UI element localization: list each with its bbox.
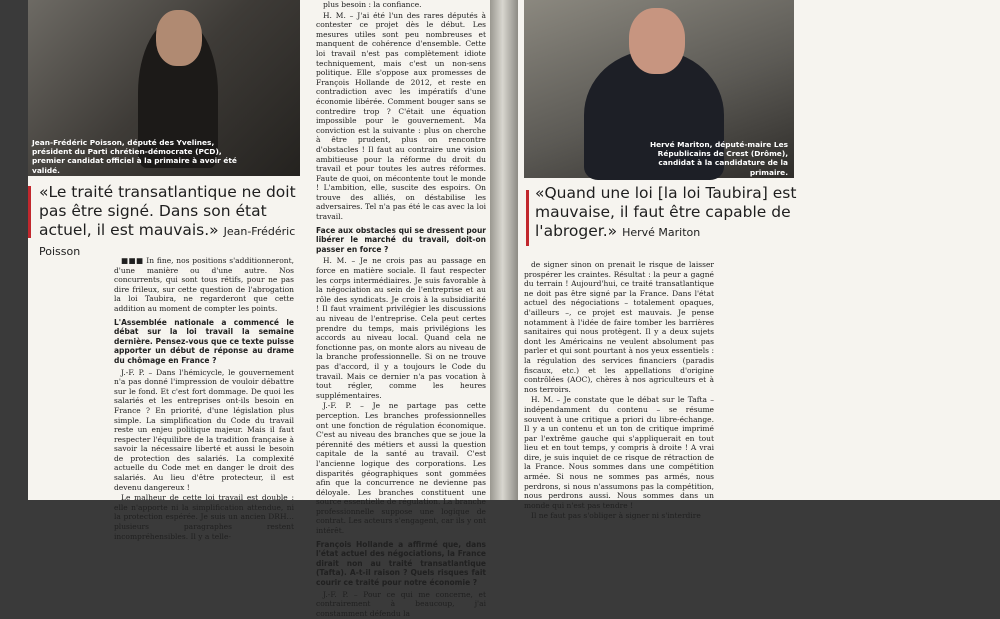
pull-quote-text: «Le traité transatlantique ne doit pas être signé. Dans son état actuel, il est mauvais.» xyxy=(39,183,296,239)
paragraph: H. M. – Je ne crois pas au passage en force en matière sociale. Il faut respecter les corps intermédiaires. Je suis favorable à la négociation au sein de l'entreprise et au rôle des syndicats. Je crois à la subsidiarité ! Il faut vraiment privilégier les discussions au niveau de l'entreprise. Cela peut certes prendre du temps, mais privilégions les accords au niveau local. Quand cela ne fonctionne pas, on monte alors au niveau de la branche professionnelle. Si on ne trouve pas d'accord, il y a toujours le Code du travail. Mais ce dernier n'a pas vocation à tout régler, comme les heures supplémentaires. xyxy=(316,256,486,400)
photo-herve-mariton xyxy=(524,0,794,178)
paragraph: de signer sinon on prenait le risque de laisser prospérer les craintes. Résultat : la peur a gagné du terrain ! Aujourd'hui, ce traité transatlantique ne doit pas être signé par la France. Dans l'état actuel des négociations – totalement opaques, d'ailleurs –, ce projet est mauvais. Je pense notamment à l'idée de faire tomber les barrières sanitaires qui nous protègent. Il y a deux sujets dont les Américains ne veulent absolument pas parler et qui sont pourtant à nos yeux essentiels : la régulation des services financiers (paradis fiscaux, etc.) et les appellations d'origine contrôlées (AOC), chères à nos agriculteurs et à nos terroirs. xyxy=(524,260,714,394)
paragraph: J.-F. P. – Dans l'hémicycle, le gouvernement n'a pas donné l'impression de vouloir débattre sur le fond. Et c'est fort dommage. De quoi les salariés et les entreprises ont-ils besoin en France ? En priorité, d'une législation plus simple. La simplification du Code du travail reste un enjeu politique majeur. Mais il faut respecter l'équilibre de la tradition française à savoir la nécessaire liberté et aussi le besoin de protection des salariés. La complexité actuelle du Code met en danger le droit des salariés. Au lieu d'être protecteur, il est devenu dangereux ! xyxy=(114,367,294,492)
interview-question: Face aux obstacles qui se dressent pour libérer le marché du travail, doit-on passer en force ? xyxy=(316,225,486,254)
article-column-c xyxy=(524,260,714,522)
photo-caption: Hervé Mariton, député-maire Les Républicains de Crest (Drôme), candidat à la candidature de la primaire. xyxy=(649,140,788,177)
article-column-a xyxy=(316,0,486,619)
pull-quote xyxy=(535,184,805,242)
pull-quote-author: Jean-Frédéric Poisson xyxy=(39,225,296,258)
paragraph: J.-F. P. – Je ne partage pas cette perception. Les branches professionnelles ont une fonction de régulation économique. C'est au niveau des branches que se joue la pérennité des métiers et aussi la question capitale de la santé au travail. C'est l'ancienne logique des corporations. Les disparités géographiques sont gommées afin que la concurrence ne devienne pas déloyale. Les branches constituent une source essentielle de régulation. La branche professionnelle suppose une logique de contrat. Les acteurs s'engagent, car ils y ont intérêt. xyxy=(316,401,486,536)
right-page xyxy=(518,0,1000,521)
paragraph: H. M. – J'ai été l'un des rares députés à contester ce projet dès le début. Les mesures utiles sont peu nombreuses et manquent de cohérence d'ensemble. Cette loi travail n'est pas complètement idiote techniquement, mais c'est un non-sens politique. Elle s'oppose aux promesses de François Hollande de 2012, et reste en contradiction avec les impératifs d'une économie libérée. Comment bouger sans se contredire trop ? C'était une équation impossible pour le gouvernement. Ma conviction est la suivante : plus on cherche à être prudent, plus on rencontre d'obstacles ! Il faut au contraire une vision ambitieuse pour la réforme du droit du travail et pour toutes les autres réformes. Faute de quoi, on mécontente tout le monde ! L'ambition, elle, suscite des espoirs. On trouve des alliés, on déstabilise les adversaires. Tel n'a pas été le cas avec la loi travail. xyxy=(316,10,486,222)
pull-quote-author: Hervé Mariton xyxy=(622,226,701,239)
left-page xyxy=(28,0,490,618)
interview-question: L'Assemblée nationale a commencé le débat sur la loi travail la semaine dernière. Pensez-vous que ce texte puisse apporter un début de réponse au drame du chômage en France ? xyxy=(114,317,294,365)
portrait-face xyxy=(629,8,685,74)
paragraph: H. M. – Je constate que le débat sur le Tafta – indépendamment du contenu – se résume souvent à une critique a priori du libre-échange. Il y a un contenu et un ton de critique imprimé par l'extrême gauche qui s'appliquerait en tout lieu et en tout temps, y compris à droite ! A vrai dire, je suis inquiet de ce risque de rétraction de la France. Nous sommes dans une compétition armée. Si nous ne sommes pas armés, nous perdrons, si nous n'assumons pas la compétition, nous perdrons aussi. Nous sommes dans un monde qui n'est pas tendre ! xyxy=(524,395,714,510)
paragraph: ■■■ In fine, nos positions s'additionneront, d'une manière ou d'une autre. Nos concurrents, qui sont tous rétifs, pour ne pas dire frileux, sur cette question de l'abrogation la loi Taubira, ne regarderont que cette addition au moment de compter les points. xyxy=(114,256,294,313)
pull-quote xyxy=(39,183,299,261)
quote-accent-bar xyxy=(526,190,529,246)
paragraph: J.-F. P. – Pour ce qui me concerne, et contrairement à beaucoup, j'ai constamment défendu la xyxy=(316,589,486,618)
interview-question: François Hollande a affirmé que, dans l'état actuel des négociations, la France dirait non au traité transatlantique (Tafta). A-t-il raison ? Quels risques fait courir ce traité pour notre économie ? xyxy=(316,539,486,588)
paragraph: Il ne faut pas s'obliger à signer ni s'interdire xyxy=(531,511,701,521)
paragraph: Le malheur de cette loi travail est double : elle n'apporte ni la simplification attendue, ni la protection espérée. Je suis un ancien DRH… plusieurs paragraphes restent incompréhensibles. Il y a telle- xyxy=(114,493,294,541)
article-column-b xyxy=(114,256,294,542)
quote-accent-bar xyxy=(28,186,31,238)
pull-quote-text: «Quand une loi [la loi Taubira] est mauvaise, il faut être capable de l'abroger.» xyxy=(535,184,797,240)
portrait-face xyxy=(156,10,202,66)
photo-caption: Jean-Frédéric Poisson, député des Yvelines, président du Parti chrétien-démocrate (PCD), premier candidat officiel à la primaire à avoir été validé. xyxy=(32,138,237,175)
photo-jean-frederic-poisson xyxy=(28,0,300,176)
paragraph: plus besoin : la confiance. xyxy=(323,0,422,9)
page-gutter xyxy=(490,0,518,500)
